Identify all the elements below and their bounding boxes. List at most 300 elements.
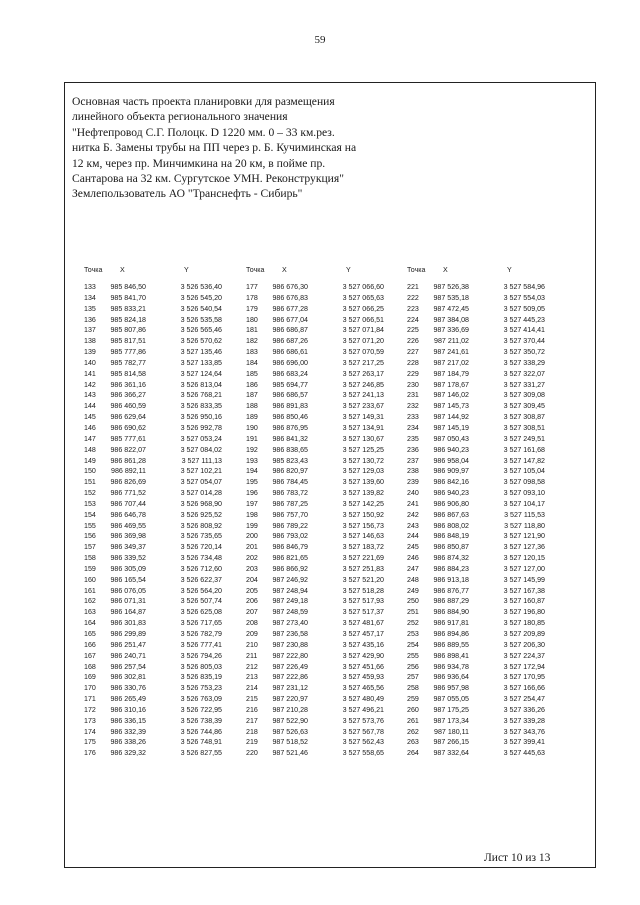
table-row	[242, 694, 404, 705]
x-coordinate: 986 861,28	[110, 456, 146, 465]
x-coordinate: 987 246,92	[272, 575, 308, 584]
x-coordinate: 987 336,69	[433, 326, 469, 335]
x-coordinate: 987 055,05	[433, 695, 469, 704]
x-coordinate: 986 789,22	[272, 521, 308, 530]
table-row	[80, 716, 242, 727]
point-number: 191	[246, 434, 258, 443]
table-row	[403, 423, 565, 434]
x-coordinate: 987 146,02	[433, 391, 469, 400]
table-row	[80, 315, 242, 326]
table-row	[403, 380, 565, 391]
point-number: 219	[246, 738, 258, 747]
table-row	[242, 683, 404, 694]
y-coordinate: 3 526 535,58	[180, 315, 222, 324]
table-header	[403, 266, 565, 276]
x-coordinate: 987 273,40	[272, 619, 308, 628]
table-header	[80, 266, 242, 276]
x-coordinate: 986 808,02	[433, 521, 469, 530]
page-number: 59	[314, 34, 326, 46]
x-coordinate: 986 336,15	[110, 716, 146, 725]
x-coordinate: 987 521,46	[272, 749, 308, 758]
y-coordinate: 3 527 124,64	[180, 369, 222, 378]
table-row	[403, 412, 565, 423]
y-coordinate: 3 527 249,51	[503, 434, 545, 443]
point-number: 189	[246, 413, 258, 422]
point-number: 172	[84, 705, 96, 714]
point-number: 214	[246, 684, 258, 693]
y-coordinate: 3 527 125,25	[342, 445, 384, 454]
x-coordinate: 985 694,77	[272, 380, 308, 389]
x-coordinate: 987 526,38	[433, 283, 469, 291]
point-number: 167	[84, 651, 96, 660]
table-row	[80, 304, 242, 315]
table-row	[242, 325, 404, 336]
y-coordinate: 3 526 835,19	[180, 673, 222, 682]
table-row	[80, 748, 242, 759]
y-coordinate: 3 526 717,65	[180, 619, 222, 628]
y-coordinate: 3 527 554,03	[503, 293, 545, 302]
y-coordinate: 3 527 084,02	[180, 445, 222, 454]
y-coordinate: 3 527 066,60	[342, 283, 384, 291]
y-coordinate: 3 527 135,46	[180, 348, 222, 357]
table-row	[403, 456, 565, 467]
x-coordinate: 986 361,16	[110, 380, 146, 389]
table-row	[242, 434, 404, 445]
table-row	[242, 412, 404, 423]
x-coordinate: 986 906,80	[433, 499, 469, 508]
point-number: 194	[246, 467, 258, 476]
table-row	[403, 401, 565, 412]
point-number: 159	[84, 564, 96, 573]
table-row	[242, 607, 404, 618]
point-number: 216	[246, 705, 258, 714]
y-coordinate: 3 527 139,82	[342, 489, 384, 498]
y-coordinate: 3 526 777,41	[180, 640, 222, 649]
y-coordinate: 3 527 167,38	[503, 586, 545, 595]
y-coordinate: 3 526 712,60	[180, 564, 222, 573]
table-row	[403, 445, 565, 456]
y-coordinate: 3 527 121,90	[503, 532, 545, 541]
point-number: 230	[407, 380, 419, 389]
table-row	[242, 575, 404, 586]
x-coordinate: 986 892,11	[111, 467, 146, 476]
y-coordinate: 3 527 139,60	[342, 478, 384, 487]
y-coordinate: 3 527 429,90	[342, 651, 384, 660]
x-coordinate: 986 690,62	[110, 423, 146, 432]
x-coordinate: 986 846,79	[272, 543, 308, 552]
y-coordinate: 3 527 350,72	[503, 348, 545, 357]
y-coordinate: 3 527 308,51	[503, 423, 545, 432]
y-coordinate: 3 527 118,80	[504, 521, 545, 530]
table-row	[80, 521, 242, 532]
x-coordinate: 986 917,81	[433, 619, 469, 628]
x-coordinate: 986 783,72	[272, 489, 308, 498]
x-coordinate: 986 866,92	[272, 564, 308, 573]
x-coordinate: 986 629,64	[110, 413, 146, 422]
y-coordinate: 3 527 146,63	[342, 532, 384, 541]
x-coordinate: 986 240,71	[110, 651, 146, 660]
table-row	[80, 325, 242, 336]
point-number: 171	[84, 695, 96, 704]
table-row	[242, 390, 404, 401]
point-number: 146	[84, 423, 96, 432]
x-coordinate: 986 940,23	[433, 489, 469, 498]
point-number: 246	[407, 554, 419, 563]
y-coordinate: 3 526 827,55	[180, 749, 222, 758]
point-number: 221	[407, 283, 419, 291]
y-coordinate: 3 527 127,00	[503, 564, 545, 573]
table-row	[80, 347, 242, 358]
table-row	[242, 596, 404, 607]
x-coordinate: 986 686,87	[272, 326, 308, 335]
x-coordinate: 986 848,19	[433, 532, 469, 541]
x-coordinate: 987 173,34	[433, 716, 469, 725]
point-number: 198	[246, 510, 258, 519]
point-number: 154	[84, 510, 96, 519]
table-row	[403, 607, 565, 618]
point-number: 152	[84, 489, 96, 498]
table-row	[242, 445, 404, 456]
table-row	[242, 716, 404, 727]
point-number: 193	[246, 456, 258, 465]
table-row	[242, 521, 404, 532]
x-coordinate: 987 222,80	[272, 651, 308, 660]
table-row	[80, 705, 242, 716]
header-point: Точка	[84, 266, 103, 274]
point-number: 181	[246, 326, 258, 335]
y-coordinate: 3 527 105,04	[503, 467, 545, 476]
table-row	[80, 412, 242, 423]
table-row	[242, 640, 404, 651]
y-coordinate: 3 527 014,28	[180, 489, 222, 498]
point-number: 183	[246, 348, 258, 357]
point-number: 155	[84, 521, 96, 530]
table-row	[242, 531, 404, 542]
table-row	[80, 596, 242, 607]
document-header	[72, 94, 392, 202]
y-coordinate: 3 527 414,41	[503, 326, 545, 335]
x-coordinate: 986 884,23	[433, 564, 469, 573]
y-coordinate: 3 527 339,28	[503, 716, 545, 725]
y-coordinate: 3 527 093,10	[503, 489, 545, 498]
table-row	[80, 336, 242, 347]
table-row	[242, 586, 404, 597]
table-row	[80, 390, 242, 401]
y-coordinate: 3 527 129,03	[342, 467, 384, 476]
table-row	[242, 727, 404, 738]
x-coordinate: 986 707,44	[110, 499, 146, 508]
header-y: Y	[507, 266, 512, 274]
y-coordinate: 3 527 521,20	[342, 575, 384, 584]
y-coordinate: 3 527 451,66	[342, 662, 384, 671]
y-coordinate: 3 526 738,39	[180, 716, 222, 725]
table-row	[242, 282, 404, 293]
x-coordinate: 987 241,61	[433, 348, 469, 357]
point-number: 264	[407, 749, 419, 758]
x-coordinate: 986 332,39	[110, 727, 146, 736]
y-coordinate: 3 527 147,82	[503, 456, 545, 465]
x-coordinate: 986 687,26	[272, 337, 308, 346]
y-coordinate: 3 526 545,20	[180, 293, 222, 302]
point-number: 207	[246, 608, 258, 617]
y-coordinate: 3 526 570,62	[180, 337, 222, 346]
y-coordinate: 3 527 066,51	[342, 315, 384, 324]
x-coordinate: 987 217,02	[433, 358, 469, 367]
point-number: 179	[246, 304, 258, 313]
point-number: 256	[407, 662, 419, 671]
table-row	[403, 434, 565, 445]
point-number: 141	[84, 369, 96, 378]
point-number: 201	[246, 543, 258, 552]
y-coordinate: 3 527 070,59	[342, 348, 384, 357]
y-coordinate: 3 526 813,04	[180, 380, 222, 389]
table-row	[403, 596, 565, 607]
x-coordinate: 986 884,90	[433, 608, 469, 617]
table-row	[403, 737, 565, 748]
x-coordinate: 986 677,04	[272, 315, 308, 324]
x-coordinate: 985 823,43	[272, 456, 308, 465]
table-row	[80, 499, 242, 510]
point-number: 203	[246, 564, 258, 573]
x-coordinate: 986 876,95	[272, 423, 308, 432]
x-coordinate: 986 757,70	[272, 510, 308, 519]
y-coordinate: 3 527 104,17	[503, 499, 545, 508]
point-number: 173	[84, 716, 96, 725]
header-point: Точка	[407, 266, 426, 274]
x-coordinate: 987 220,97	[272, 695, 308, 704]
point-number: 223	[407, 304, 419, 313]
x-coordinate: 986 646,78	[110, 510, 146, 519]
point-number: 261	[407, 716, 419, 725]
table-row	[80, 564, 242, 575]
y-coordinate: 3 526 950,16	[180, 413, 222, 422]
table-row	[80, 369, 242, 380]
point-number: 255	[407, 651, 419, 660]
table-row	[80, 445, 242, 456]
x-coordinate: 986 265,49	[110, 695, 146, 704]
table-row	[80, 542, 242, 553]
point-number: 241	[407, 499, 419, 508]
x-coordinate: 985 777,61	[110, 434, 146, 443]
x-coordinate: 985 777,86	[110, 348, 146, 357]
point-number: 161	[84, 586, 96, 595]
point-number: 178	[246, 293, 258, 302]
y-coordinate: 3 526 833,35	[180, 402, 222, 411]
point-number: 259	[407, 695, 419, 704]
y-coordinate: 3 526 805,03	[180, 662, 222, 671]
point-number: 263	[407, 738, 419, 747]
x-coordinate: 986 891,83	[272, 402, 308, 411]
point-number: 226	[407, 337, 419, 346]
y-coordinate: 3 527 221,69	[342, 554, 384, 563]
y-coordinate: 3 527 224,37	[503, 651, 545, 660]
coordinates-column	[242, 266, 404, 759]
header-point: Точка	[246, 266, 265, 274]
x-coordinate: 986 330,76	[110, 684, 146, 693]
y-coordinate: 3 527 322,07	[503, 369, 545, 378]
table-row	[242, 748, 404, 759]
point-number: 162	[84, 597, 96, 606]
point-number: 163	[84, 608, 96, 617]
y-coordinate: 3 526 768,21	[180, 391, 222, 400]
point-number: 165	[84, 630, 96, 638]
table-row	[80, 456, 242, 467]
table-row	[403, 553, 565, 564]
x-coordinate: 985 817,51	[110, 337, 146, 346]
table-row	[242, 651, 404, 662]
point-number: 185	[246, 369, 258, 378]
y-coordinate: 3 526 925,52	[180, 510, 222, 519]
y-coordinate: 3 527 120,15	[503, 554, 545, 563]
table-row	[242, 510, 404, 521]
y-coordinate: 3 527 246,85	[342, 380, 384, 389]
y-coordinate: 3 526 536,40	[180, 283, 222, 291]
x-coordinate: 986 957,98	[433, 684, 469, 693]
y-coordinate: 3 527 142,25	[342, 499, 384, 508]
point-number: 213	[246, 673, 258, 682]
point-number: 195	[246, 478, 258, 487]
y-coordinate: 3 527 115,53	[504, 510, 545, 519]
y-coordinate: 3 527 496,21	[342, 705, 384, 714]
x-coordinate: 986 887,29	[433, 597, 469, 606]
point-number: 177	[246, 283, 258, 291]
y-coordinate: 3 527 233,67	[342, 402, 384, 411]
y-coordinate: 3 526 753,23	[180, 684, 222, 693]
y-coordinate: 3 527 567,78	[342, 727, 384, 736]
y-coordinate: 3 527 130,67	[342, 434, 384, 443]
x-coordinate: 987 248,94	[272, 586, 308, 595]
point-number: 239	[407, 478, 419, 487]
y-coordinate: 3 527 251,83	[342, 564, 384, 573]
y-coordinate: 3 527 254,47	[503, 695, 545, 704]
x-coordinate: 986 913,18	[433, 575, 469, 584]
table-row	[80, 434, 242, 445]
point-number: 225	[407, 326, 419, 335]
table-row	[403, 510, 565, 521]
table-row	[403, 282, 565, 293]
table-row	[242, 423, 404, 434]
x-coordinate: 987 175,25	[433, 705, 469, 714]
y-coordinate: 3 527 558,65	[342, 749, 384, 758]
point-number: 199	[246, 521, 258, 530]
point-number: 234	[407, 423, 419, 432]
table-row	[403, 748, 565, 759]
table-row	[242, 336, 404, 347]
table-row	[403, 390, 565, 401]
x-coordinate: 987 211,02	[434, 337, 469, 346]
point-number: 220	[246, 749, 258, 758]
point-number: 206	[246, 597, 258, 606]
y-coordinate: 3 527 562,43	[342, 738, 384, 747]
x-coordinate: 986 822,07	[110, 445, 146, 454]
table-row	[242, 358, 404, 369]
coordinates-column	[80, 266, 242, 759]
point-number: 143	[84, 391, 96, 400]
point-number: 158	[84, 554, 96, 563]
table-row	[403, 629, 565, 640]
x-coordinate: 985 782,77	[110, 358, 146, 367]
table-row	[80, 531, 242, 542]
y-coordinate: 3 527 370,44	[503, 337, 545, 346]
table-row	[403, 369, 565, 380]
x-coordinate: 987 145,73	[433, 402, 469, 411]
y-coordinate: 3 527 180,85	[503, 619, 545, 628]
point-number: 182	[246, 337, 258, 346]
y-coordinate: 3 527 241,13	[342, 391, 384, 400]
table-row	[242, 499, 404, 510]
x-coordinate: 985 814,58	[110, 369, 146, 378]
point-number: 205	[246, 586, 258, 595]
header-line: "Нефтепровод С.Г. Полоцк. D 1220 мм. 0 – 33 км.рез.	[72, 125, 335, 139]
table-row	[80, 607, 242, 618]
y-coordinate: 3 527 465,56	[342, 684, 384, 693]
x-coordinate: 986 876,77	[433, 586, 469, 595]
y-coordinate: 3 527 111,13	[181, 456, 222, 465]
table-row	[80, 488, 242, 499]
table-row	[242, 672, 404, 683]
table-row	[403, 575, 565, 586]
x-coordinate: 986 366,27	[110, 391, 146, 400]
y-coordinate: 3 526 782,79	[180, 630, 222, 638]
table-row	[403, 672, 565, 683]
y-coordinate: 3 527 134,91	[342, 423, 384, 432]
y-coordinate: 3 527 584,96	[503, 283, 545, 291]
header-line: Основная часть проекта планировки для размещения	[72, 95, 335, 108]
point-number: 224	[407, 315, 419, 324]
y-coordinate: 3 526 720,14	[180, 543, 222, 552]
table-row	[242, 315, 404, 326]
point-number: 148	[84, 445, 96, 454]
point-number: 231	[407, 391, 419, 400]
y-coordinate: 3 527 172,94	[503, 662, 545, 671]
table-row	[403, 358, 565, 369]
point-number: 175	[84, 738, 96, 747]
table-row	[403, 618, 565, 629]
point-number: 188	[246, 402, 258, 411]
x-coordinate: 986 940,23	[433, 445, 469, 454]
header-line: 12 км, через пр. Минчимкина на 20 км, в пойме пр.	[72, 156, 326, 170]
x-coordinate: 986 305,09	[110, 564, 146, 573]
point-number: 222	[407, 293, 419, 302]
point-number: 136	[84, 315, 96, 324]
point-number: 229	[407, 369, 419, 378]
table-row	[80, 293, 242, 304]
x-coordinate: 986 958,04	[433, 456, 469, 465]
table-row	[242, 542, 404, 553]
point-number: 232	[407, 402, 419, 411]
table-row	[403, 640, 565, 651]
point-number: 150	[84, 467, 96, 476]
table-row	[242, 618, 404, 629]
table-row	[242, 304, 404, 315]
x-coordinate: 986 339,52	[110, 554, 146, 563]
table-row	[403, 336, 565, 347]
y-coordinate: 3 527 066,25	[342, 304, 384, 313]
header-y: Y	[184, 266, 189, 274]
header-y: Y	[346, 266, 351, 274]
point-number: 210	[246, 640, 258, 649]
table-row	[80, 510, 242, 521]
x-coordinate: 985 824,18	[110, 315, 146, 324]
x-coordinate: 987 180,11	[434, 727, 469, 736]
x-coordinate: 986 302,81	[110, 673, 146, 682]
x-coordinate: 986 338,26	[110, 738, 146, 747]
point-number: 170	[84, 684, 96, 693]
table-row	[403, 347, 565, 358]
table-row	[80, 640, 242, 651]
point-number: 160	[84, 575, 96, 584]
x-coordinate: 986 460,59	[110, 402, 146, 411]
